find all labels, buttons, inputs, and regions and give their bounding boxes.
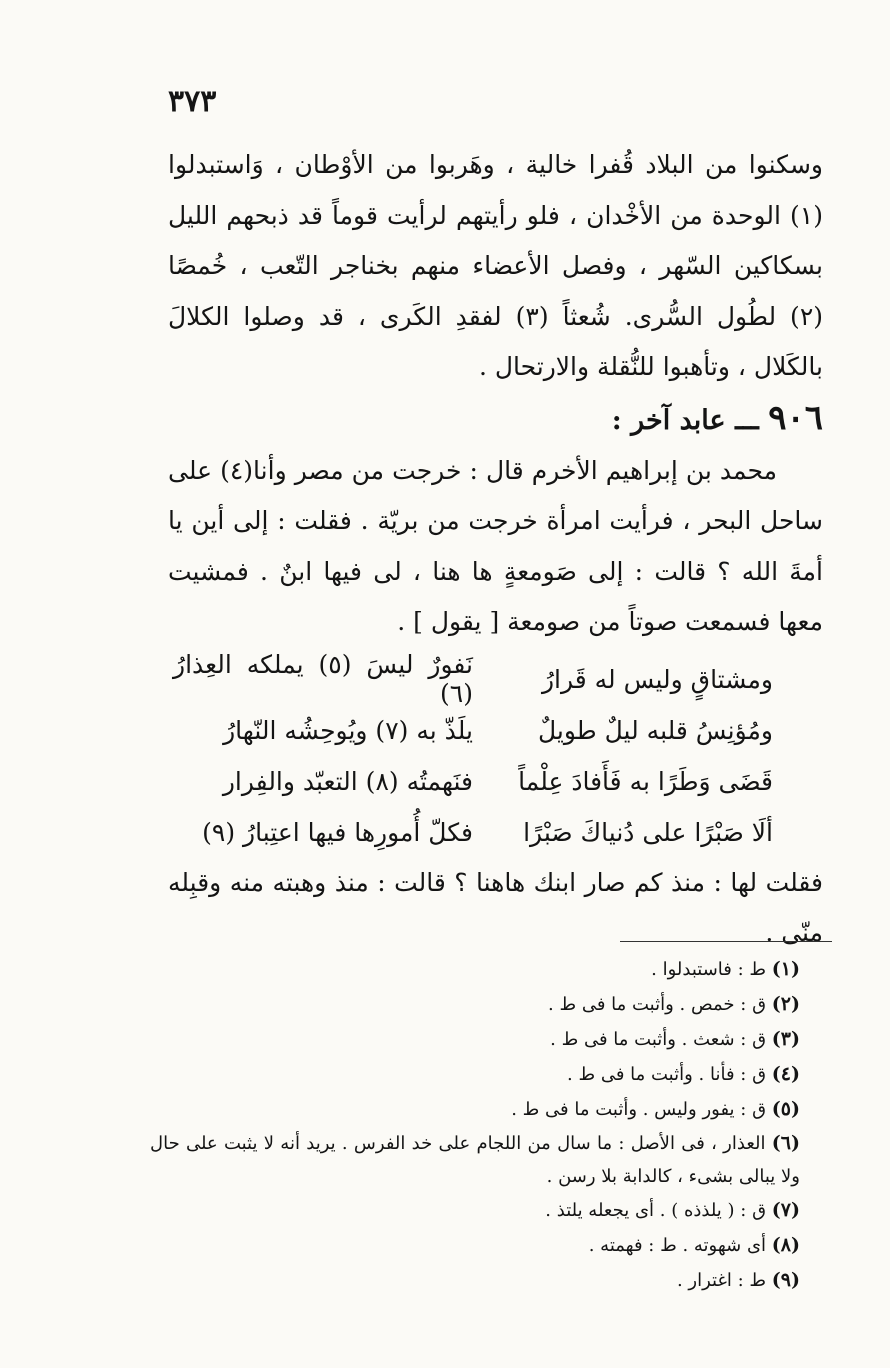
verse-first-hemistich: قَضَى وَطَرًا به فَأَفادَ عِلْماً bbox=[518, 766, 773, 796]
footnote bbox=[150, 1193, 800, 1228]
footnote-text: العذار ، فى الأصل : ما سال من اللجام على خد الفرس . يريد أنه لا يثبت على حال ولا يبالى بشىء ، كالدابة بلا رسن . bbox=[150, 1133, 800, 1187]
footnotes bbox=[150, 952, 800, 1298]
footnote-number: (٨) bbox=[771, 1234, 800, 1256]
verse-line bbox=[168, 756, 823, 807]
footnote bbox=[150, 1057, 800, 1092]
footnote-text: أى شهوته . ط : فهمته . bbox=[588, 1235, 767, 1256]
verse-line bbox=[168, 705, 823, 756]
footnote bbox=[150, 987, 800, 1022]
footnote-text: ط : فاستبدلوا . bbox=[651, 959, 767, 980]
footnote-number: (٧) bbox=[771, 1199, 800, 1221]
footnote bbox=[150, 952, 800, 987]
footnote-number: (٦) bbox=[771, 1132, 800, 1154]
footnote-number: (٢) bbox=[771, 993, 800, 1015]
footnote bbox=[150, 1022, 800, 1057]
verse-first-hemistich: ومُؤنِسُ قلبه ليلٌ طويلٌ bbox=[537, 715, 773, 745]
poem bbox=[168, 650, 823, 858]
verse-second-hemistich: فنَهمتُه (٨) التعبّد والفِرار bbox=[222, 766, 473, 796]
footnote-divider bbox=[620, 941, 832, 942]
verse-line bbox=[168, 807, 823, 858]
story-paragraph: محمد بن إبراهيم الأخرم قال : خرجت من مصر وأنا(٤) على ساحل البحر ، فرأيت امرأة خرجت من بريّة . فقلت : إلى أين يا أمةَ الله ؟ قالت : إلى صَومعةٍ ها هنا ، لى فيها ابنٌ . فمشيت معها فسمعت صوتاً من صومعة [ يقول ] . bbox=[168, 455, 823, 636]
verse-second-hemistich: فكلّ أُمورِها فيها اعتِبارُ (٩) bbox=[202, 817, 473, 847]
verse-line bbox=[168, 650, 823, 708]
verse-second-hemistich: نَفورٌ ليسَ (٥) يملكه العِذارُ (٦) bbox=[173, 650, 473, 708]
closing-paragraph: فقلت لها : منذ كم صار ابنك هاهنا ؟ قالت : منذ وهبته منه وقبِله منّى . bbox=[168, 867, 823, 947]
verse-first-hemistich: ومشتاقٍ وليس له قَرارُ bbox=[541, 664, 773, 694]
footnote-number: (٥) bbox=[771, 1098, 800, 1120]
section-heading bbox=[168, 393, 823, 446]
footnote bbox=[150, 1228, 800, 1263]
footnote-text: ق : يفور وليس . وأثبت ما فى ط . bbox=[511, 1099, 767, 1120]
section-title: عابد آخر : bbox=[611, 404, 726, 436]
section-number: ٩٠٦ bbox=[768, 397, 823, 438]
verse-first-hemistich: ألَا صَبْرًا على دُنياكَ صَبْرًا bbox=[523, 817, 773, 847]
footnote-number: (٤) bbox=[771, 1063, 800, 1085]
opening-paragraph: وسكنوا من البلاد قُفرا خالية ، وهَربوا من الأوْطان ، وَاستبدلوا (١) الوحدة من الأخْدان ، فلو رأيتهم لرأيت قوماً قد ذبحهم الليل بسكاكين السّهر ، وفصل الأعضاء منهم بخناجر التّعب ، خُمصًا (٢) لطُول السُّرى. شُعثاً (٣) لفقدِ الكَرى ، قد وصلوا الكلالَ بالكَلال ، وتأهبوا للنُّقلة والارتحال . bbox=[168, 150, 824, 381]
footnote-number: (٣) bbox=[771, 1028, 800, 1050]
footnote bbox=[150, 1127, 800, 1193]
footnote-text: ط : اغترار . bbox=[676, 1270, 767, 1291]
page-number: ٣٧٣ bbox=[168, 84, 217, 119]
verse-second-hemistich: يلَذّ به (٧) ويُوحِشُه النّهارُ bbox=[223, 715, 473, 745]
footnote bbox=[150, 1092, 800, 1127]
main-text bbox=[168, 140, 823, 959]
footnote-text: ق : شعث . وأثبت ما فى ط . bbox=[550, 1029, 767, 1050]
footnote bbox=[150, 1263, 800, 1298]
footnote-text: ق : فأنا . وأثبت ما فى ط . bbox=[567, 1064, 767, 1085]
footnote-number: (١) bbox=[771, 958, 800, 980]
footnote-text: ق : خمص . وأثبت ما فى ط . bbox=[548, 994, 767, 1015]
footnote-number: (٩) bbox=[771, 1269, 800, 1291]
section-separator: ـــ bbox=[735, 404, 759, 436]
footnote-text: ق : ( يلذذه ) . أى يجعله يلتذ . bbox=[545, 1200, 767, 1221]
